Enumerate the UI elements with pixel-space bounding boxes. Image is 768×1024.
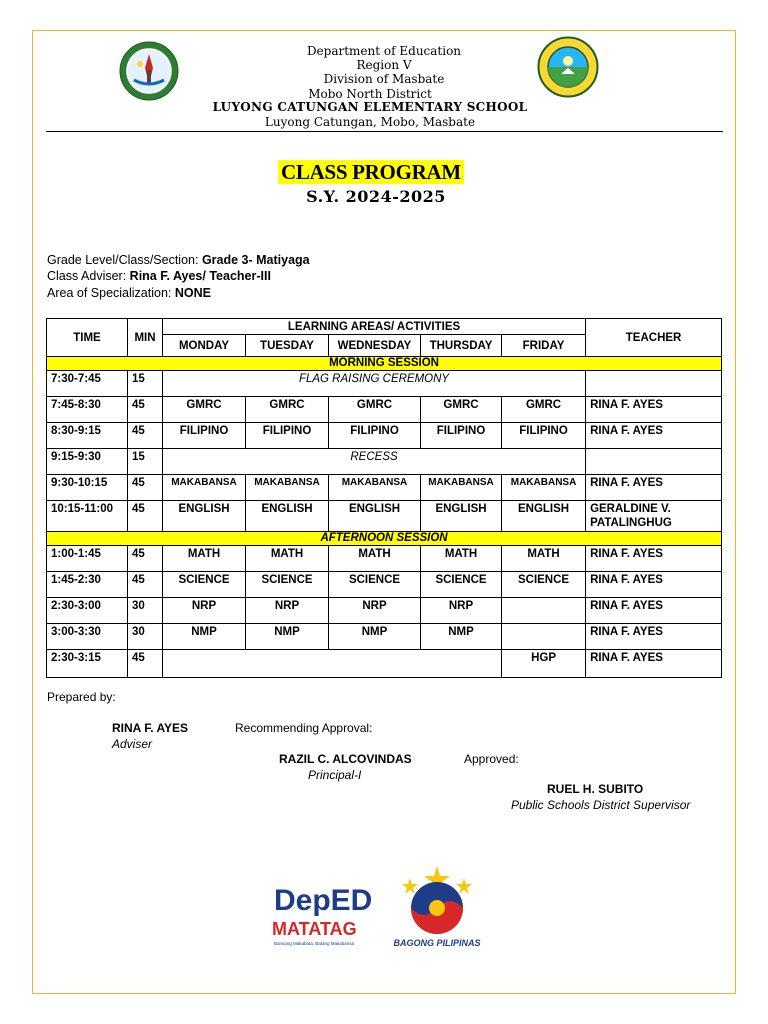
subject-cell: GMRC xyxy=(163,397,246,423)
grade-level-line xyxy=(47,252,310,268)
teacher-cell: RINA F. AYES xyxy=(586,475,722,501)
bagong-pilipinas-text: BAGONG PILIPINAS xyxy=(393,938,481,948)
time-cell: 9:30-10:15 xyxy=(47,475,128,501)
bagong-pilipinas-logo-icon xyxy=(390,864,484,950)
activity-span-cell: FLAG RAISING CEREMONY xyxy=(163,371,586,397)
subject-cell: NRP xyxy=(246,598,329,624)
teacher-cell: RINA F. AYES xyxy=(586,598,722,624)
subject-cell: ENGLISH xyxy=(163,501,246,532)
header-divider xyxy=(46,131,723,132)
subject-cell: FILIPINO xyxy=(421,423,502,449)
min-cell: 45 xyxy=(128,650,163,678)
subject-cell: GMRC xyxy=(246,397,329,423)
header-division: Division of Masbate xyxy=(323,72,445,86)
deped-logo-icon xyxy=(272,872,372,950)
principal-signature-title: Principal-I xyxy=(308,768,362,782)
subject-cell: MATH xyxy=(421,546,502,572)
min-cell: 45 xyxy=(128,475,163,501)
supervisor-signature-name: RUEL H. SUBITO xyxy=(547,782,644,796)
table-row xyxy=(47,501,722,532)
grade-level-value: Grade 3- Matiyaga xyxy=(201,253,310,267)
subject-cell: GMRC xyxy=(502,397,586,423)
subject-cell: MAKABANSA xyxy=(421,475,502,501)
header-department: Department of Education xyxy=(306,44,462,58)
header-day: WEDNESDAY xyxy=(329,335,421,357)
time-cell: 3:00-3:30 xyxy=(47,624,128,650)
time-cell: 2:30-3:15 xyxy=(47,650,128,678)
table-header-row xyxy=(47,319,722,335)
subject-cell: ENGLISH xyxy=(421,501,502,532)
table-row xyxy=(47,449,722,475)
supervisor-signature-title: Public Schools District Supervisor xyxy=(511,798,691,812)
header-district: Mobo North District xyxy=(308,87,432,101)
time-cell: 8:30-9:15 xyxy=(47,423,128,449)
subject-cell: SCIENCE xyxy=(246,572,329,598)
afternoon-session-row xyxy=(47,532,722,546)
time-cell: 1:45-2:30 xyxy=(47,572,128,598)
specialization-label: Area of Specialization: xyxy=(47,286,175,300)
header-school-name: LUYONG CATUNGAN ELEMENTARY SCHOOL xyxy=(212,100,528,114)
header-teacher: TEACHER xyxy=(586,319,722,357)
document-title: CLASS PROGRAM xyxy=(278,160,464,184)
subject-cell: ENGLISH xyxy=(502,501,586,532)
table-row xyxy=(47,572,722,598)
subject-cell: HGP xyxy=(502,650,586,678)
subject-cell: NMP xyxy=(421,624,502,650)
subject-cell: MAKABANSA xyxy=(502,475,586,501)
table-row xyxy=(47,397,722,423)
principal-signature-name: RAZIL C. ALCOVINDAS xyxy=(279,752,412,766)
activity-span-cell: RECESS xyxy=(163,449,586,475)
min-cell: 45 xyxy=(128,501,163,532)
subject-cell: SCIENCE xyxy=(329,572,421,598)
subject-cell: SCIENCE xyxy=(502,572,586,598)
min-cell: 30 xyxy=(128,598,163,624)
header-address: Luyong Catungan, Mobo, Masbate xyxy=(264,115,476,129)
header-time: TIME xyxy=(47,319,128,357)
subject-cell: FILIPINO xyxy=(163,423,246,449)
teacher-cell xyxy=(586,449,722,475)
min-cell: 15 xyxy=(128,371,163,397)
teacher-cell: RINA F. AYES xyxy=(586,546,722,572)
header-day: THURSDAY xyxy=(421,335,502,357)
subject-cell: NMP xyxy=(329,624,421,650)
adviser-line xyxy=(47,268,271,284)
table-row xyxy=(47,598,722,624)
subject-cell: NRP xyxy=(329,598,421,624)
subject-cell: SCIENCE xyxy=(163,572,246,598)
table-row xyxy=(47,546,722,572)
time-cell: 2:30-3:00 xyxy=(47,598,128,624)
min-cell: 15 xyxy=(128,449,163,475)
class-program-table xyxy=(46,318,722,678)
subject-cell: GMRC xyxy=(421,397,502,423)
matatag-logo-text: MATATAG xyxy=(272,919,357,939)
subject-cell: FILIPINO xyxy=(329,423,421,449)
table-row xyxy=(47,650,722,678)
specialization-line xyxy=(47,285,211,301)
morning-session-label: MORNING SESSION xyxy=(47,357,722,371)
subject-cell: ENGLISH xyxy=(246,501,329,532)
adviser-value: Rina F. Ayes/ Teacher-III xyxy=(129,269,271,283)
min-cell: 45 xyxy=(128,572,163,598)
bagong-pilipinas-logo xyxy=(390,864,484,950)
deped-matatag-logo xyxy=(272,872,372,950)
subject-cell xyxy=(502,624,586,650)
header-region: Region V xyxy=(356,58,412,72)
morning-session-row xyxy=(47,357,722,371)
subject-cell: MATH xyxy=(163,546,246,572)
teacher-cell: RINA F. AYES xyxy=(586,650,722,678)
teacher-cell: RINA F. AYES xyxy=(586,624,722,650)
subject-cell: FILIPINO xyxy=(502,423,586,449)
table-row xyxy=(47,624,722,650)
header-min: MIN xyxy=(128,319,163,357)
teacher-cell: RINA F. AYES xyxy=(586,397,722,423)
header-day: FRIDAY xyxy=(502,335,586,357)
adviser-signature-title: Adviser xyxy=(112,737,153,751)
subject-cell: NRP xyxy=(421,598,502,624)
subject-cell: NMP xyxy=(163,624,246,650)
header-day: MONDAY xyxy=(163,335,246,357)
empty-span-cell xyxy=(163,650,502,678)
time-cell: 7:45-8:30 xyxy=(47,397,128,423)
specialization-value: NONE xyxy=(174,286,211,300)
grade-level-label: Grade Level/Class/Section: xyxy=(47,253,202,267)
subject-cell: FILIPINO xyxy=(246,423,329,449)
teacher-cell: RINA F. AYES xyxy=(586,572,722,598)
subject-cell: SCIENCE xyxy=(421,572,502,598)
school-year: S.Y. 2024-2025 xyxy=(306,187,446,206)
adviser-label: Class Adviser: xyxy=(47,269,130,283)
adviser-signature-name: RINA F. AYES xyxy=(112,721,189,735)
time-cell: 1:00-1:45 xyxy=(47,546,128,572)
subject-cell: MATH xyxy=(329,546,421,572)
header-learning-areas: LEARNING AREAS/ ACTIVITIES xyxy=(163,319,586,335)
teacher-cell: GERALDINE V. PATALINGHUG xyxy=(586,501,722,532)
subject-cell: GMRC xyxy=(329,397,421,423)
time-cell: 7:30-7:45 xyxy=(47,371,128,397)
min-cell: 45 xyxy=(128,423,163,449)
table-row xyxy=(47,475,722,501)
subject-cell xyxy=(502,598,586,624)
teacher-cell: RINA F. AYES xyxy=(586,423,722,449)
table-row xyxy=(47,423,722,449)
header-day: TUESDAY xyxy=(246,335,329,357)
teacher-cell xyxy=(586,371,722,397)
deped-logo-text: DepED xyxy=(274,884,372,917)
subject-cell: MATH xyxy=(246,546,329,572)
recommending-approval-label: Recommending Approval: xyxy=(235,721,373,735)
min-cell: 45 xyxy=(128,397,163,423)
subject-cell: MAKABANSA xyxy=(329,475,421,501)
subject-cell: MATH xyxy=(502,546,586,572)
time-cell: 9:15-9:30 xyxy=(47,449,128,475)
afternoon-session-label: AFTERNOON SESSION xyxy=(47,532,722,546)
subject-cell: NMP xyxy=(246,624,329,650)
subject-cell: MAKABANSA xyxy=(163,475,246,501)
subject-cell: MAKABANSA xyxy=(246,475,329,501)
min-cell: 30 xyxy=(128,624,163,650)
prepared-by-label: Prepared by: xyxy=(47,690,116,704)
time-cell: 10:15-11:00 xyxy=(47,501,128,532)
subject-cell: NRP xyxy=(163,598,246,624)
subject-cell: ENGLISH xyxy=(329,501,421,532)
approved-label: Approved: xyxy=(464,752,519,766)
table-row xyxy=(47,371,722,397)
min-cell: 45 xyxy=(128,546,163,572)
matatag-tagline-text: Bansang Makabata, Batang Makabansa xyxy=(274,941,355,946)
